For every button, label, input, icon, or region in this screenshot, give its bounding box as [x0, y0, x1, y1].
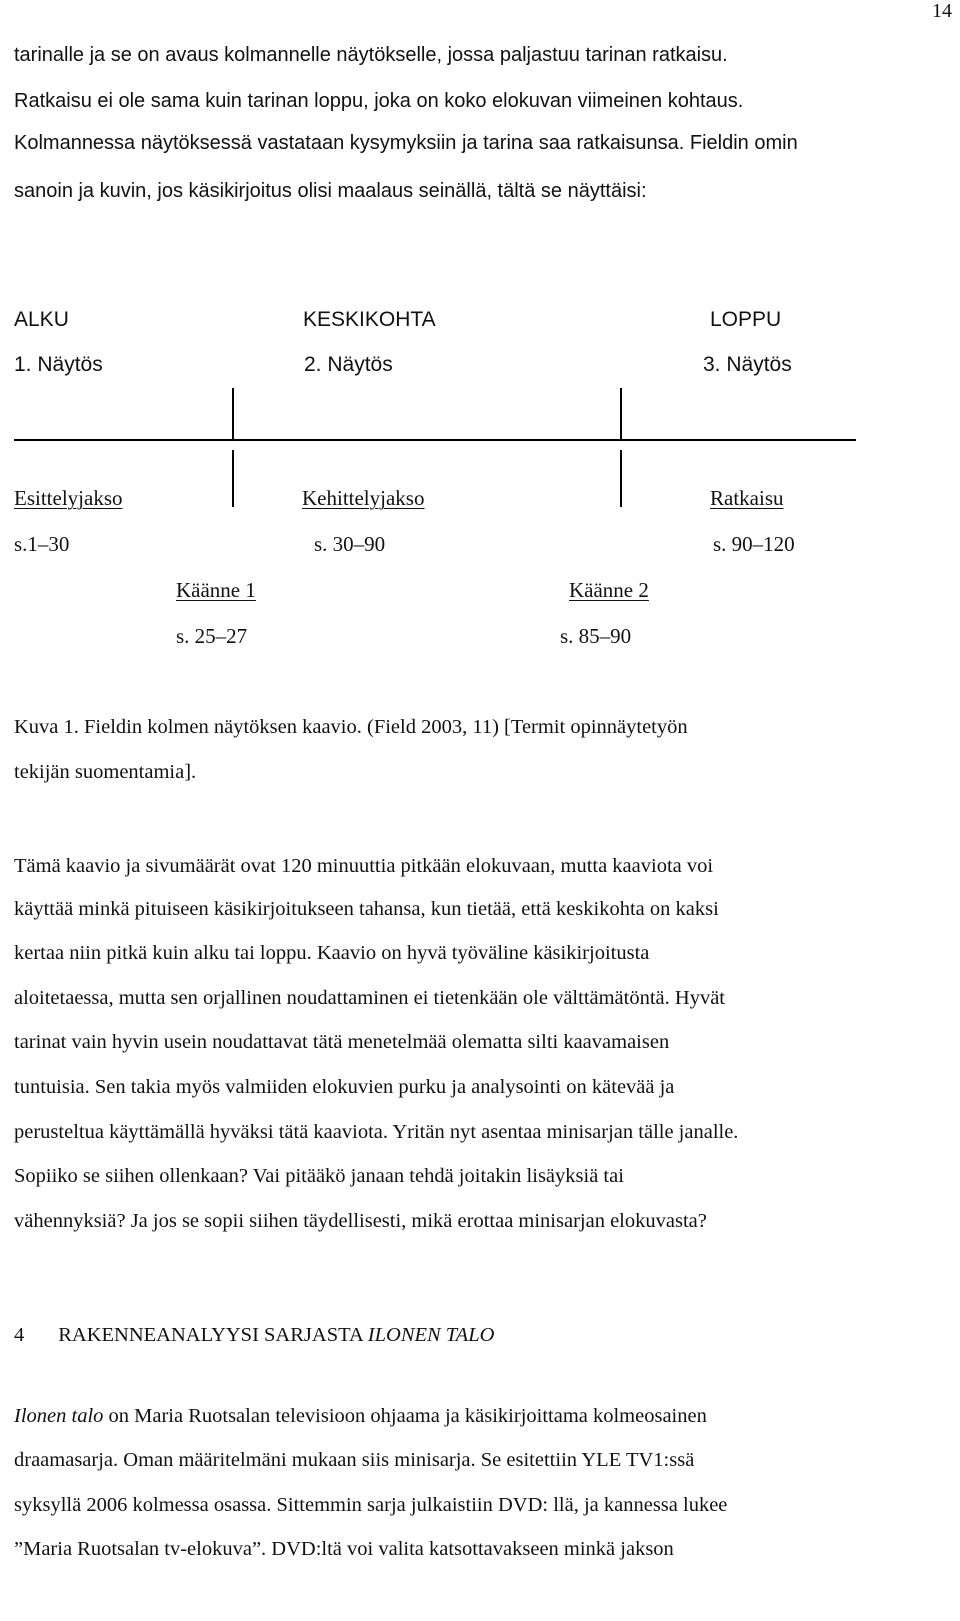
- timeline-line: [14, 439, 856, 441]
- diagram-header-loppu: LOPPU: [710, 308, 782, 331]
- page-number: 14: [932, 0, 952, 22]
- body-line: kertaa niin pitkä kuin alku tai loppu. Kaavio on hyvä työväline käsikirjoitusta: [14, 942, 650, 964]
- segment-pages-1: s.1‒30: [14, 532, 70, 556]
- turn-2-pages: s. 85‒90: [560, 624, 632, 648]
- caption-line: tekijän suomentamia].: [14, 761, 197, 783]
- final-line: draamasarja. Oman määritelmäni mukaan siis minisarja. Se esitettiin YLE TV1:ssä: [14, 1449, 695, 1471]
- body-line: vähennyksiä? Ja jos se sopii siihen täydellisesti, mikä erottaa minisarjan elokuvasta?: [14, 1210, 707, 1232]
- segment-kehittelyjakso: Kehittelyjakso: [302, 486, 425, 510]
- series-title-italic: Ilonen talo: [14, 1405, 104, 1427]
- final-line: syksyllä 2006 kolmessa osassa. Sittemmin sarja julkaistiin DVD: llä, ja kannessa lukee: [14, 1494, 728, 1516]
- body-line: aloitetaessa, mutta sen orjallinen noudattaminen ei tietenkään ole välttämätöntä. Hyvät: [14, 987, 725, 1009]
- turn-1-marker-upper: [232, 388, 234, 439]
- turn-2-label: Käänne 2: [569, 578, 649, 602]
- turn-1-pages: s. 25‒27: [176, 624, 248, 648]
- segment-ratkaisu: Ratkaisu: [710, 486, 784, 510]
- diagram-act-2: 2. Näytös: [304, 353, 393, 376]
- caption-line: Kuva 1. Fieldin kolmen näytöksen kaavio. (Field 2003, 11) [Termit opinnäytetyön: [14, 716, 688, 738]
- intro-line: Ratkaisu ei ole sama kuin tarinan loppu, joka on koko elokuvan viimeinen kohtaus.: [14, 90, 744, 112]
- body-line: Sopiiko se siihen ollenkaan? Vai pitääkö janaan tehdä joitakin lisäyksiä tai: [14, 1165, 624, 1187]
- diagram-act-3: 3. Näytös: [703, 353, 792, 376]
- body-line: perusteltua käyttämällä hyväksi tätä kaaviota. Yritän nyt asentaa minisarjan tälle janalle.: [14, 1121, 739, 1143]
- section-title: RAKENNEANALYYSI SARJASTA: [58, 1324, 368, 1346]
- final-line: ”Maria Ruotsalan tv-elokuva”. DVD:ltä voi valita katsottavakseen minkä jakson: [14, 1538, 674, 1560]
- body-line: tarinat vain hyvin usein noudattavat tätä menetelmää olematta silti kaavamaisen: [14, 1031, 670, 1053]
- intro-line: sanoin ja kuvin, jos käsikirjoitus olisi maalaus seinällä, tältä se näyttäisi:: [14, 180, 647, 202]
- body-line: Tämä kaavio ja sivumäärät ovat 120 minuuttia pitkään elokuvaan, mutta kaaviota voi: [14, 855, 714, 877]
- body-line: käyttää minkä pituiseen käsikirjoitukseen tahansa, kun tietää, että keskikohta on kaksi: [14, 898, 719, 920]
- section-title-italic: ILONEN TALO: [367, 1324, 495, 1346]
- intro-line: tarinalle ja se on avaus kolmannelle näytökselle, jossa paljastuu tarinan ratkaisu.: [14, 44, 728, 66]
- diagram-header-alku: ALKU: [14, 308, 69, 331]
- section-number: 4: [14, 1324, 25, 1346]
- final-line-rest: on Maria Ruotsalan televisioon ohjaama ja käsikirjoittama kolmeosainen: [103, 1405, 707, 1427]
- body-line: tuntuisia. Sen takia myös valmiiden elokuvien purku ja analysointi on kätevää ja: [14, 1076, 675, 1098]
- segment-esittelyjakso: Esittelyjakso: [14, 486, 123, 510]
- intro-line: Kolmannessa näytöksessä vastataan kysymyksiin ja tarina saa ratkaisunsa. Fieldin omin: [14, 132, 798, 154]
- turn-2-marker-upper: [620, 388, 622, 439]
- turn-1-marker-lower: [232, 450, 234, 507]
- segment-pages-2: s. 30‒90: [314, 532, 386, 556]
- segment-pages-3: s. 90‒120: [713, 532, 795, 556]
- final-line: [14, 1405, 707, 1428]
- diagram-header-keskikohta: KESKIKOHTA: [303, 308, 436, 331]
- diagram-act-1: 1. Näytös: [14, 353, 103, 376]
- section-heading: [14, 1324, 494, 1347]
- turn-1-label: Käänne 1: [176, 578, 256, 602]
- turn-2-marker-lower: [620, 450, 622, 507]
